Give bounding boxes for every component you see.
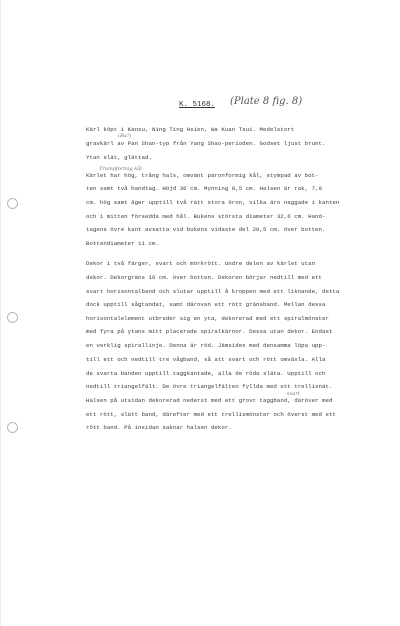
text-line: cm. hög samt äger upptill två rätt stora öron, vilka äro naggade i kanten [86,199,340,206]
punch-hole [7,198,18,209]
handwritten-plate-reference: (Plate 8 fig. 8) [230,96,303,107]
catalog-number: K. 5168. [179,101,216,109]
text-line: Bottendiameter 11 cm. [86,240,159,247]
text-line: nedtill triangelfält. De övre triangelfälten fyllda med ett trellisnät. [86,383,333,390]
text-line: ett rött, slätt band, därefter med ett trellismönster och överst med ett [86,411,336,418]
handwritten-correction: (Ba?) [118,133,132,139]
text-line: dekor. Dekorgräns 16 cm. över botten. Dekoren börjar nedtill med ett [86,274,322,281]
text-line: svart horisontalband och slutar upptill å kroppen med ett liknande, detta [86,288,340,295]
text-line: med fyra på ytans mitt placerade spiralkärnor. Dessa utan dekor. Endast [86,328,333,335]
text-line: Dekor i två färger, svart och mörkrött. Undre delen av kärlet utan [86,260,316,267]
handwritten-correction: svart [287,391,300,397]
text-line: och i mitten försedda med hål. Bukens största diameter 32,6 cm. Hand- [86,213,326,220]
punch-hole [7,422,18,433]
punch-hole [7,312,18,323]
text-line: en verklig spirallinje. Denna är röd. Jämsides med densamma löpa upp- [86,342,326,349]
text-line: gravkärl av Pan Shan-typ från Yang Shao-perioden. Godset ljust brunt. [86,140,326,147]
text-line: Kärlet har hög, trång hals, omvänt päronformig kål, stympad av bot- [86,172,319,179]
text-line: Halsen på utsidan dekorerad nederst med ett grovt taggband, däröver med [86,397,333,404]
text-line: de svarta banden upptill taggkantade, alla de röda släta. Upptill och [86,370,326,377]
text-line: ten samt två handtag. Höjd 36 cm. Mynning 8,5 cm. Halsen är rak, 7,9 [86,185,322,192]
handwritten-correction: Trumpformig kål [99,166,142,172]
text-line: rött band. På insidan saknar halsen dekor. [86,424,232,431]
text-line: Kärl köpt i Kansu, Ning Ting Hsien, Wa Kuan Tsui. Medelstort [86,126,295,133]
text-line: till ett och nedtill tre vågband, så att svart och rött omväxla. Alla [86,356,326,363]
text-line: dock upptill sågtandat, samt därovan ett rött gränsband. Mellan dessa [86,301,326,308]
text-line: horisontalelement utbreder sig en yta, dekorerad med ett spiralmönster [86,315,329,322]
text-line: Ytan slät, glättad. [86,154,152,161]
text-line: tagens övre kant avsatta vid bukens vidaste del 20,5 cm. över botten. [86,226,326,233]
